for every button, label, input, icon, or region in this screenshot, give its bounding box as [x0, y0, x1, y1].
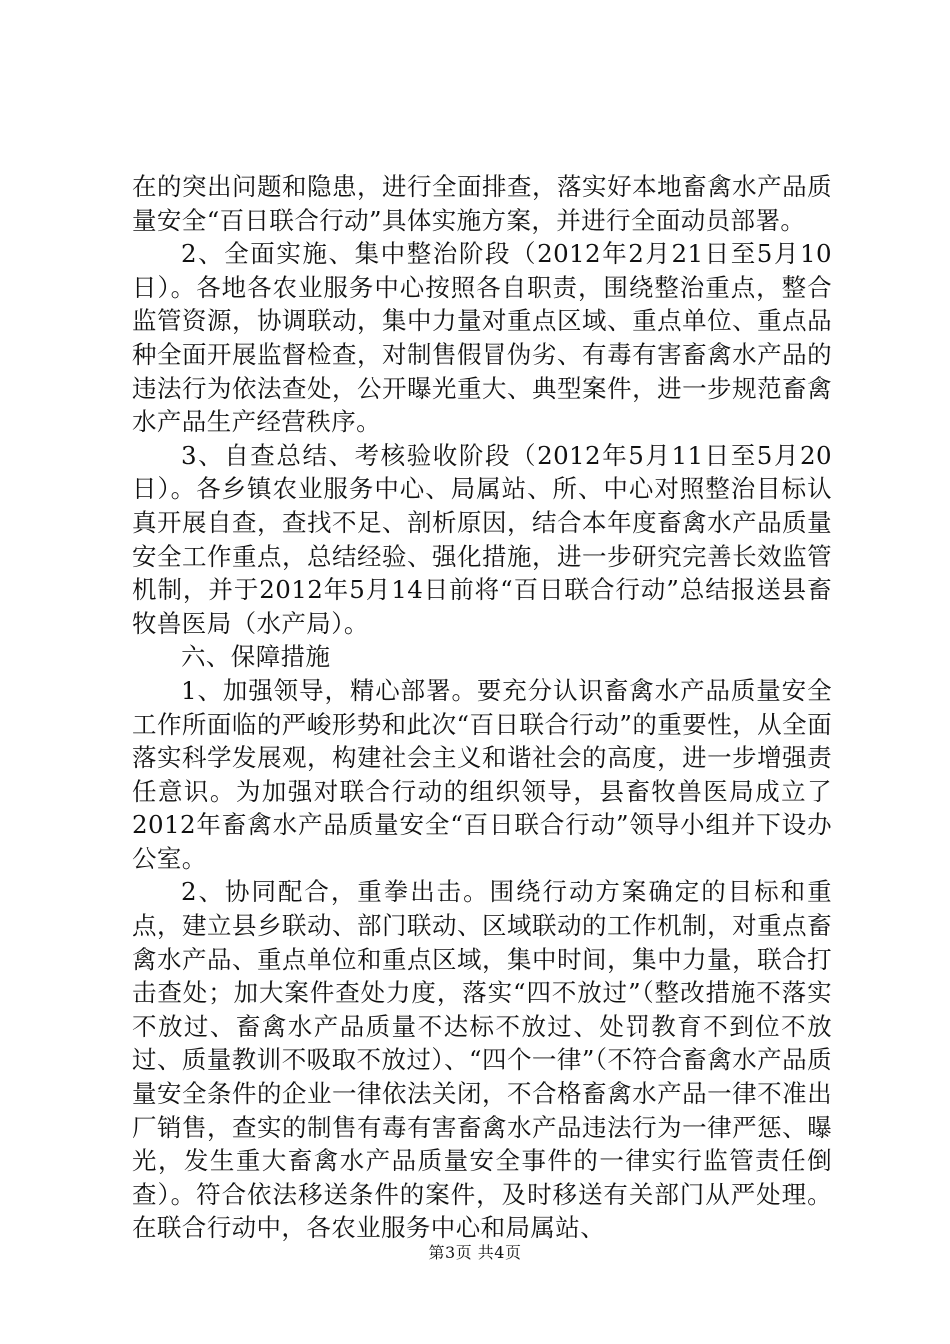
section-heading-safeguards: 六、保障措施	[181, 642, 331, 672]
paragraph-leadership: 1、加强领导，精心部署。要充分认识畜禽水产品质量安全工作所面临的严峻形势和此次“百日联合行动”的重要性，从全面落实科学发展观，构建社会主义和谐社会的高度，进一步增强责任意识。为加强对联合行动的组织领导，县畜牧兽医局成立了2012年畜禽水产品质量安全“百日联合行动”领导小组并下设办公室。	[132, 675, 832, 873]
paragraph-continuation: 在的突出问题和隐患，进行全面排查，落实好本地畜禽水产品质量安全“百日联合行动”具体实施方案，并进行全面动员部署。	[132, 172, 832, 235]
paragraph-stage-2: 2、全面实施、集中整治阶段（2012年2月21日至5月10日）。各地各农业服务中心按照各自职责，围绕整治重点，整合监管资源，协调联动，集中力量对重点区域、重点单位、重点品种全面开展监督检查，对制售假冒伪劣、有毒有害畜禽水产品的违法行为依法查处，公开曝光重大、典型案件，进一步规范畜禽水产品生产经营秩序。	[132, 239, 832, 437]
document-body	[132, 170, 832, 1245]
paragraph-coordination: 2、协同配合，重拳出击。围绕行动方案确定的目标和重点，建立县乡联动、部门联动、区域联动的工作机制，对重点畜禽水产品、重点单位和重点区域，集中时间，集中力量，联合打击查处；加大案件查处力度，落实“四不放过”（整改措施不落实不放过、畜禽水产品质量不达标不放过、处罚教育不到位不放过、质量教训不吸取不放过）、“四个一律”（不符合畜禽水产品质量安全条件的企业一律依法关闭，不合格畜禽水产品一律不准出厂销售，查实的制售有毒有害畜禽水产品违法行为一律严惩、曝光，发生重大畜禽水产品质量安全事件的一律实行监管责任倒查）。符合依法移送条件的案件，及时移送有关部门从严处理。在联合行动中，各农业服务中心和局属站、	[132, 877, 832, 1243]
page-footer: 第3页 共4页	[428, 1243, 522, 1262]
paragraph-stage-3: 3、自查总结、考核验收阶段（2012年5月11日至5月20日）。各乡镇农业服务中心、局属站、所、中心对照整治目标认真开展自查，查找不足、剖析原因，结合本年度畜禽水产品质量安全工作重点，总结经验、强化措施，进一步研究完善长效监管机制，并于2012年5月14日前将“百日联合行动”总结报送县畜牧兽医局（水产局）。	[132, 440, 832, 638]
